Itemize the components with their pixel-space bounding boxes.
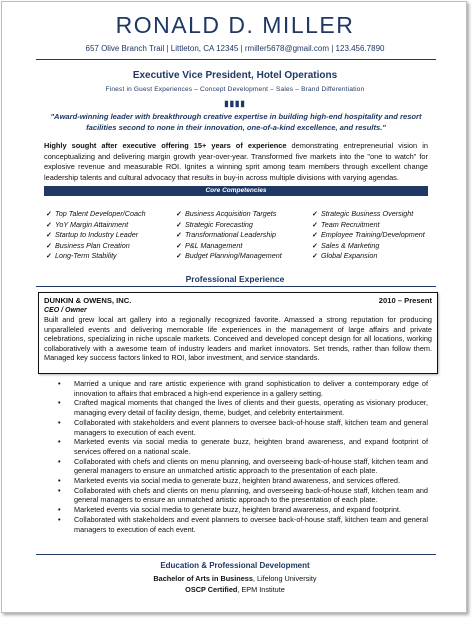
degree-name: Bachelor of Arts in Business xyxy=(153,574,253,583)
competency-label: Sales & Marketing xyxy=(321,240,380,250)
bullet-text: Marketed events via social media to generate buzz, heighten brand awareness, and expand footprint of services offered on a national scale. xyxy=(74,437,428,456)
check-icon: ✓ xyxy=(46,230,53,240)
resume-page xyxy=(1,1,467,613)
competency-item xyxy=(312,241,436,252)
core-competencies-heading: Core Competencies xyxy=(44,186,428,196)
competency-item xyxy=(176,241,312,252)
competency-label: Business Acquisition Targets xyxy=(185,209,277,218)
competency-item xyxy=(46,209,176,220)
competency-item xyxy=(46,220,176,231)
bullet-text: Collaborated with chefs and clients on menu planning, and overseeing back-of-house staff, kitchen team and general managers to ensure an unmatched artistic approach to the presentation of each plate. xyxy=(74,456,428,476)
certification-name: OSCP Certified xyxy=(185,585,238,594)
competency-label: Global Expansion xyxy=(321,251,378,261)
competency-label: Budget Planning/Management xyxy=(185,251,282,261)
job-header xyxy=(44,296,432,306)
check-icon: ✓ xyxy=(176,251,183,261)
experience-heading: Professional Experience xyxy=(185,274,285,284)
company-name: DUNKIN & OWENS, INC. xyxy=(44,296,132,305)
competency-label: Top Talent Developer/Coach xyxy=(55,209,146,218)
ornament-divider: ▮▮▮▮ xyxy=(224,99,246,108)
competency-item xyxy=(176,220,312,231)
competency-label: Transformational Leadership xyxy=(185,230,276,240)
bullet-text: Collaborated with stakeholders and event planners to oversee back-of-house staff, kitchen team and general managers to execution of each event. xyxy=(74,417,428,437)
bullet-icon: • xyxy=(58,398,61,408)
job-dates: 2010 – Present xyxy=(378,296,432,305)
check-icon: ✓ xyxy=(176,230,183,240)
check-icon: ✓ xyxy=(176,240,183,250)
competency-item xyxy=(312,209,436,220)
branding-quote: "Award-winning leader with breakthrough creative expertise in building high-end hospitality and resort facilities second to none in their innovation, one-of-a-kind excellence, and results." xyxy=(50,112,422,132)
list-item xyxy=(58,457,428,476)
competency-item xyxy=(176,209,312,220)
list-item xyxy=(58,515,428,534)
summary-paragraph xyxy=(44,141,428,183)
check-icon: ✓ xyxy=(176,219,183,229)
check-icon: ✓ xyxy=(312,219,319,229)
target-title: Executive Vice President, Hotel Operations xyxy=(132,70,338,81)
certification-line xyxy=(2,585,468,594)
job-role: CEO / Owner xyxy=(44,307,87,314)
check-icon: ✓ xyxy=(312,230,319,240)
competency-item xyxy=(46,251,176,262)
competency-item xyxy=(312,220,436,231)
list-item xyxy=(58,486,428,505)
competency-label: Strategic Business Oversight xyxy=(321,209,414,218)
check-icon: ✓ xyxy=(312,240,319,250)
bullet-icon: • xyxy=(58,437,61,447)
bullet-text: Marketed events via social media to generate buzz, heighten brand awareness, and services offered. xyxy=(74,476,400,486)
bullet-icon: • xyxy=(58,505,61,515)
list-item xyxy=(58,379,428,398)
list-item xyxy=(58,418,428,437)
competency-label: Team Recruitment xyxy=(321,219,380,229)
candidate-name: RONALD D. MILLER xyxy=(115,12,355,38)
core-competencies-grid xyxy=(46,209,436,262)
education-heading: Education & Professional Development xyxy=(160,561,310,570)
competency-item xyxy=(312,230,436,241)
competency-label: Strategic Forecasting xyxy=(185,219,253,229)
competency-item xyxy=(176,251,312,262)
competency-label: Startup to Industry Leader xyxy=(55,230,139,240)
competency-label: Long-Term Stability xyxy=(55,251,117,261)
bullet-icon: • xyxy=(58,514,61,524)
competency-item xyxy=(46,230,176,241)
bullet-text: Collaborated with chefs and clients on menu planning, and overseeing back-of-house staff, kitchen team and general managers to ensure an unmatched artistic approach to the presentation of each plate. xyxy=(74,485,428,505)
competency-label: P&L Management xyxy=(185,240,243,250)
experience-divider xyxy=(36,286,436,287)
list-item xyxy=(58,476,428,486)
bullet-text: Married a unique and rare artistic experience with grand sophistication to deliver a contemporary edge of innovation to affairs that embraced a high-end experience in a gallery setting. xyxy=(74,379,428,398)
list-item xyxy=(58,437,428,456)
bullet-text: Marketed events via social media to generate buzz, heighten brand awareness, and expand footprint. xyxy=(74,505,401,515)
competency-item xyxy=(46,241,176,252)
list-item xyxy=(58,505,428,515)
job-description: Built and grew local art gallery into a regionally recognized favorite. Amassed a strong reputation for producing unparalleled events and delivering memorable life experiences in the management of large affairs and private celebrations, specializing in niche upscale markets. Conceived and developed concept design for all locations, working collaboratively with a awesome team of industry leaders and market innovators. Set trends, rather than follow them. Managed key success factors linked to ROI, labor investment, and service standards. xyxy=(44,315,432,363)
target-subtitle: Finest in Guest Experiences – Concept Development – Sales – Brand Differentiation xyxy=(105,86,365,93)
bullet-icon: • xyxy=(58,485,61,495)
check-icon: ✓ xyxy=(46,251,53,261)
bullet-icon: • xyxy=(58,476,61,486)
competency-label: Employee Training/Development xyxy=(321,230,425,240)
degree-line xyxy=(2,574,468,583)
list-item xyxy=(58,398,428,417)
bullet-text: Crafted magical moments that changed the lives of clients and their guests, operating as visionary producer, managing every detail of facility design, theme, budget, and celebrity entertainment. xyxy=(74,398,428,418)
summary-text: demonstrating entrepreneurial vision in conceptualizing and delivering margin growth year-over-year. Transformed five markets into the "one to watch" for explosive revenue and measurable ROI. Ignites a winning sprit among team members through excellent change leadership talents and cultural advocacy that results in buy-in across multiple divisions with varying agendas. xyxy=(44,141,428,182)
certification-org: , EPM Institute xyxy=(237,585,285,594)
bullet-text: Collaborated with stakeholders and event planners to oversee back-of-house staff, kitchen team and general managers to execution of each event. xyxy=(74,514,428,534)
check-icon: ✓ xyxy=(312,209,319,218)
check-icon: ✓ xyxy=(46,209,53,218)
check-icon: ✓ xyxy=(46,219,53,229)
bullet-icon: • xyxy=(58,379,61,388)
competency-label: YoY Margin Attainment xyxy=(55,219,129,229)
bullet-icon: • xyxy=(58,417,61,427)
competency-label: Business Plan Creation xyxy=(55,240,130,250)
check-icon: ✓ xyxy=(46,240,53,250)
contact-line: 657 Olive Branch Trail | Littleton, CA 12345 | rmiller5678@gmail.com | 123.456.7890 xyxy=(85,44,385,53)
check-icon: ✓ xyxy=(176,209,183,218)
check-icon: ✓ xyxy=(312,251,319,261)
competency-item xyxy=(176,230,312,241)
degree-school: , Lifelong University xyxy=(252,574,317,583)
achievement-list xyxy=(58,379,428,534)
education-divider xyxy=(36,554,436,555)
job-summary-box xyxy=(38,292,438,374)
bullet-icon: • xyxy=(58,456,61,466)
header-divider xyxy=(36,59,436,60)
competency-item xyxy=(312,251,436,262)
summary-lead: Highly sought after executive offering 15+ years of experience xyxy=(44,141,287,150)
